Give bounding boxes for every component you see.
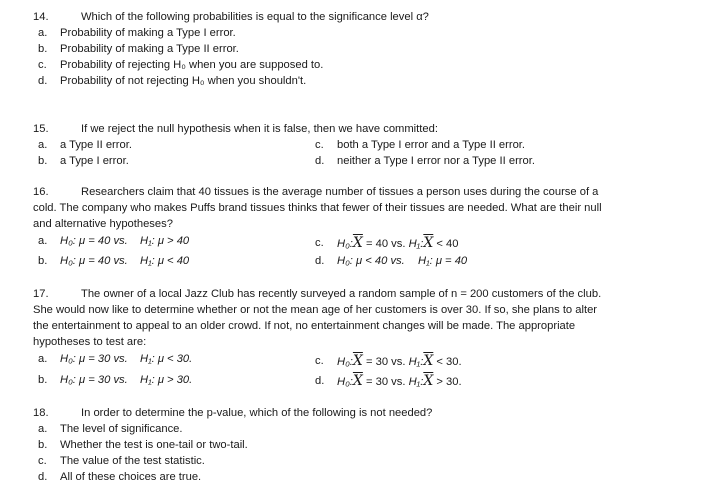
option-text: All of these choices are true. xyxy=(60,471,202,483)
h0-rest: = 40 vs. xyxy=(365,238,406,250)
xbar-symbol: $\overline{X}$ xyxy=(423,353,434,369)
option-text: The value of the test statistic. xyxy=(60,455,205,467)
question-text-line: The owner of a local Jazz Club has recently surveyed a random sample of n = 200 customers of the club. xyxy=(81,288,602,300)
option-h1: H₁: μ > 40 xyxy=(140,235,190,247)
question-text-line: the entertainment to appeal to an older crowd. If not, no entertainment changes will be made. The appropriate xyxy=(33,320,576,332)
option-formula xyxy=(337,374,462,389)
h0-label: H₀: xyxy=(337,238,353,250)
option-letter: a. xyxy=(38,235,48,247)
option-letter: d. xyxy=(38,75,48,87)
option-letter: b. xyxy=(38,255,48,267)
question-number: 15. xyxy=(33,123,49,135)
question-number: 14. xyxy=(33,11,49,23)
option-h0: H₀: μ = 40 vs. xyxy=(60,235,128,247)
h0-label: H₀: xyxy=(337,356,353,368)
h1-label: H₁: xyxy=(408,376,424,388)
option-letter: d. xyxy=(315,375,325,387)
option-letter: c. xyxy=(38,59,47,71)
xbar-symbol: $\overline{X}$ xyxy=(423,373,434,389)
question-text: In order to determine the p-value, which of the following is not needed? xyxy=(81,407,433,419)
question-number: 17. xyxy=(33,288,49,300)
option-h1: H₁: μ < 40 xyxy=(140,255,190,267)
option-text: a Type II error. xyxy=(60,139,132,151)
option-h1: H₁: μ = 40 xyxy=(418,255,468,267)
option-h1: H₁: μ < 30. xyxy=(140,353,193,365)
option-text: Probability of making a Type I error. xyxy=(60,27,236,39)
option-letter: c. xyxy=(315,237,324,249)
option-letter: d. xyxy=(315,255,325,267)
question-text-line: cold. The company who makes Puffs brand tissues thinks that fewer of their tissues are needed. What are their null xyxy=(33,202,602,214)
h0-rest: = 30 vs. xyxy=(365,356,406,368)
option-text: Probability of not rejecting H₀ when you shouldn't. xyxy=(60,75,307,87)
option-letter: c. xyxy=(38,455,47,467)
option-text: Probability of rejecting H₀ when you are supposed to. xyxy=(60,59,324,71)
option-text: The level of significance. xyxy=(60,423,183,435)
option-letter: c. xyxy=(315,355,324,367)
option-letter: d. xyxy=(38,471,48,483)
question-text-line: Researchers claim that 40 tissues is the average number of tissues a person uses during the course of a xyxy=(81,186,599,198)
option-formula xyxy=(337,236,458,251)
h1-rest: < 40 xyxy=(436,238,459,250)
question-text: If we reject the null hypothesis when it is false, then we have committed: xyxy=(81,123,438,135)
question-text: Which of the following probabilities is equal to the significance level α? xyxy=(81,11,429,23)
option-letter: a. xyxy=(38,353,48,365)
option-letter: b. xyxy=(38,374,48,386)
option-text: Whether the test is one-tail or two-tail. xyxy=(60,439,248,451)
xbar-symbol: $\overline{X}$ xyxy=(352,373,363,389)
h1-label: H₁: xyxy=(408,356,424,368)
option-letter: c. xyxy=(315,139,324,151)
h1-rest: > 30. xyxy=(436,376,462,388)
option-letter: a. xyxy=(38,139,48,151)
h1-rest: < 30. xyxy=(436,356,462,368)
h1-label: H₁: xyxy=(408,238,424,250)
h0-label: H₀: xyxy=(337,376,353,388)
xbar-symbol: $\overline{X}$ xyxy=(423,235,434,251)
question-number: 18. xyxy=(33,407,49,419)
question-text-line: She would now like to determine whether or not the mean age of her customers is over 30. If so, she plans to alter xyxy=(33,304,598,316)
option-h0: H₀: μ = 40 vs. xyxy=(60,255,128,267)
option-h0: H₀: μ < 40 vs. xyxy=(337,255,405,267)
option-formula xyxy=(337,354,462,369)
option-letter: b. xyxy=(38,439,48,451)
question-text-line: and alternative hypotheses? xyxy=(33,218,173,230)
option-text: Probability of making a Type II error. xyxy=(60,43,239,55)
option-letter: b. xyxy=(38,155,48,167)
xbar-symbol: $\overline{X}$ xyxy=(352,235,363,251)
option-letter: d. xyxy=(315,155,325,167)
option-h1: H₁: μ > 30. xyxy=(140,374,193,386)
question-text-line: hypotheses to test are: xyxy=(33,336,147,348)
option-text: a Type I error. xyxy=(60,155,129,167)
option-h0: H₀: μ = 30 vs. xyxy=(60,374,128,386)
option-letter: a. xyxy=(38,423,48,435)
option-text: both a Type I error and a Type II error. xyxy=(337,139,526,151)
option-text: neither a Type I error nor a Type II error. xyxy=(337,155,535,167)
question-number: 16. xyxy=(33,186,49,198)
xbar-symbol: $\overline{X}$ xyxy=(352,353,363,369)
h0-rest: = 30 vs. xyxy=(365,376,406,388)
option-h0: H₀: μ = 30 vs. xyxy=(60,353,128,365)
option-letter: b. xyxy=(38,43,48,55)
option-letter: a. xyxy=(38,27,48,39)
